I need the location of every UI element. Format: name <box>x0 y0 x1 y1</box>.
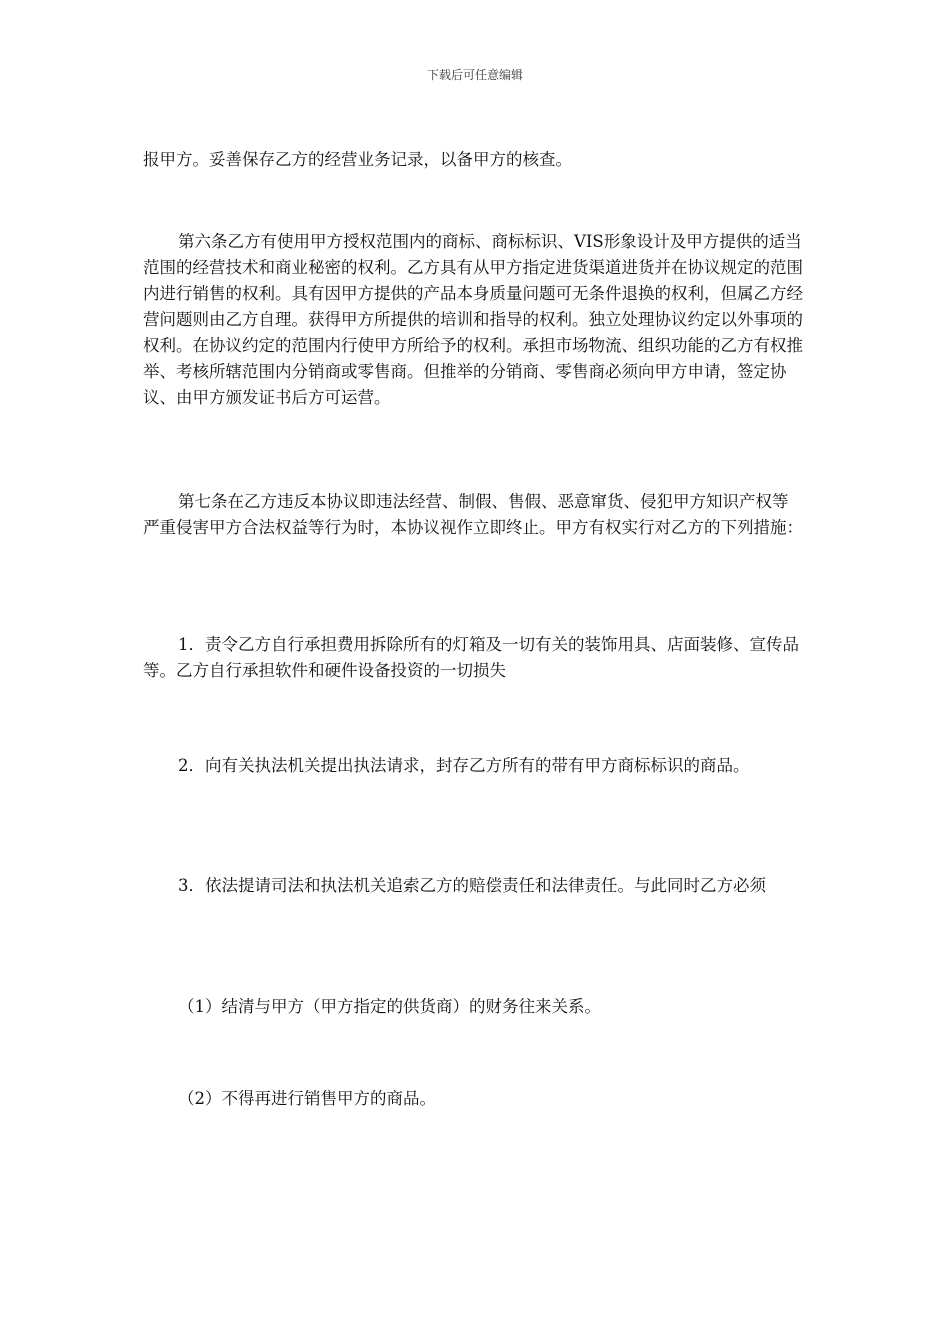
paragraph-article-7: 第七条在乙方违反本协议即违法经营、制假、售假、恶意窜货、侵犯甲方知识产权等严重侵害甲方合法权益等行为时，本协议视作立即终止。甲方有权实行对乙方的下列措施： <box>143 492 803 537</box>
paragraph-sub-item-1: （1）结清与甲方（甲方指定的供货商）的财务往来关系。 <box>178 997 601 1016</box>
paragraph-continuation: 报甲方。妥善保存乙方的经营业务记录，以备甲方的核查。 <box>143 150 572 169</box>
paragraph-measure-1: 1．责令乙方自行承担费用拆除所有的灯箱及一切有关的装饰用具、店面装修、宣传品等。乙方自行承担软件和硬件设备投资的一切损失 <box>143 635 799 680</box>
paragraph-sub-item-2: （2）不得再进行销售甲方的商品。 <box>178 1089 436 1108</box>
paragraph-article-6: 第六条乙方有使用甲方授权范围内的商标、商标标识、VIS形象设计及甲方提供的适当范围的经营技术和商业秘密的权利。乙方具有从甲方指定进货渠道进货并在协议规定的范围内进行销售的权利。具有因甲方提供的产品本身质量问题可无条件退换的权利，但属乙方经营问题则由乙方自理。获得甲方所提供的培训和指导的权利。独立处理协议约定以外事项的权利。在协议约定的范围内行使甲方所给予的权利。承担市场物流、组织功能的乙方有权推举、考核所辖范围内分销商或零售商。但推举的分销商、零售商必须向甲方申请，签定协议、由甲方颁发证书后方可运营。 <box>143 232 803 407</box>
paragraph-measure-2: 2．向有关执法机关提出执法请求，封存乙方所有的带有甲方商标标识的商品。 <box>178 756 750 775</box>
page-header: 下载后可任意编辑 <box>426 68 523 82</box>
paragraph-measure-3: 3．依法提请司法和执法机关追索乙方的赔偿责任和法律责任。与此同时乙方必须 <box>178 876 766 895</box>
